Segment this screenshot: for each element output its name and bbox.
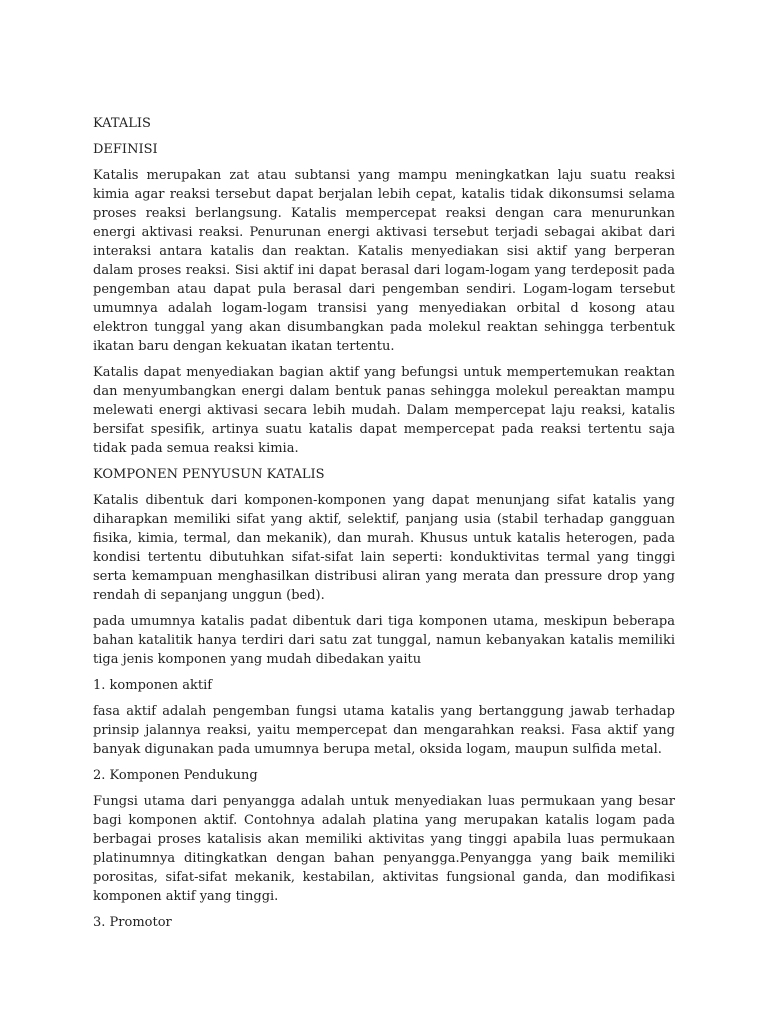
list-item-komponen-aktif: 1. komponen aktif <box>93 678 213 693</box>
section-heading-definisi: DEFINISI <box>93 142 158 157</box>
document-title: KATALIS <box>93 116 151 131</box>
list-item-komponen-pendukung: 2. Komponen Pendukung <box>93 768 258 783</box>
document-page <box>93 114 675 939</box>
paragraph-komponen-1: Katalis dibentuk dari komponen-komponen yang dapat menunjang sifat katalis yang diharapkan memiliki sifat yang aktif, selektif, panjang usia (stabil terhadap gangguan fisika, kimia, termal, dan mekanik), dan murah. Khusus untuk katalis heterogen, pada kondisi tertentu dibutuhkan sifat-sifat lain seperti: konduktivitas termal yang tinggi serta kemampuan menghasilkan distribusi aliran yang merata dan pressure drop yang rendah di sepanjang unggun (bed). <box>93 493 675 603</box>
paragraph-komponen-pendukung: Fungsi utama dari penyangga adalah untuk menyediakan luas permukaan yang besar bagi komponen aktif. Contohnya adalah platina yang merupakan katalis logam pada berbagai proses katalisis akan memiliki aktivitas yang tinggi apabila luas permukaan platinumnya ditingkatkan dengan bahan penyangga.Penyangga yang baik memiliki porositas, sifat-sifat mekanik, kestabilan, aktivitas fungsional ganda, dan modifikasi komponen aktif yang tinggi. <box>93 794 675 904</box>
paragraph-komponen-2: pada umumnya katalis padat dibentuk dari tiga komponen utama, meskipun beberapa bahan katalitik hanya terdiri dari satu zat tunggal, namun kebanyakan katalis memiliki tiga jenis komponen yang mudah dibedakan yaitu <box>93 614 675 667</box>
paragraph-definisi-1: Katalis merupakan zat atau subtansi yang mampu meningkatkan laju suatu reaksi kimia agar reaksi tersebut dapat berjalan lebih cepat, katalis tidak dikonsumsi selama proses reaksi berlangsung. Katalis mempercepat reaksi dengan cara menurunkan energi aktivasi reaksi. Penurunan energi aktivasi tersebut terjadi sebagai akibat dari interaksi antara katalis dan reaktan. Katalis menyediakan sisi aktif yang berperan dalam proses reaksi. Sisi aktif ini dapat berasal dari logam-logam yang terdeposit pada pengemban atau dapat pula berasal dari pengemban sendiri. Logam-logam tersebut umumnya adalah logam-logam transisi yang menyediakan orbital d kosong atau elektron tunggal yang akan disumbangkan pada molekul reaktan sehingga terbentuk ikatan baru dengan kekuatan ikatan tertentu. <box>93 168 675 354</box>
list-item-promotor: 3. Promotor <box>93 915 172 930</box>
section-heading-komponen: KOMPONEN PENYUSUN KATALIS <box>93 467 325 482</box>
paragraph-definisi-2: Katalis dapat menyediakan bagian aktif yang befungsi untuk mempertemukan reaktan dan menyumbangkan energi dalam bentuk panas sehingga molekul pereaktan mampu melewati energi aktivasi secara lebih mudah. Dalam mempercepat laju reaksi, katalis bersifat spesifik, artinya suatu katalis dapat mempercepat pada reaksi tertentu saja tidak pada semua reaksi kimia. <box>93 365 675 456</box>
paragraph-komponen-aktif: fasa aktif adalah pengemban fungsi utama katalis yang bertanggung jawab terhadap prinsip jalannya reaksi, yaitu mempercepat dan mengarahkan reaksi. Fasa aktif yang banyak digunakan pada umumnya berupa metal, oksida logam, maupun sulfida metal. <box>93 704 675 757</box>
